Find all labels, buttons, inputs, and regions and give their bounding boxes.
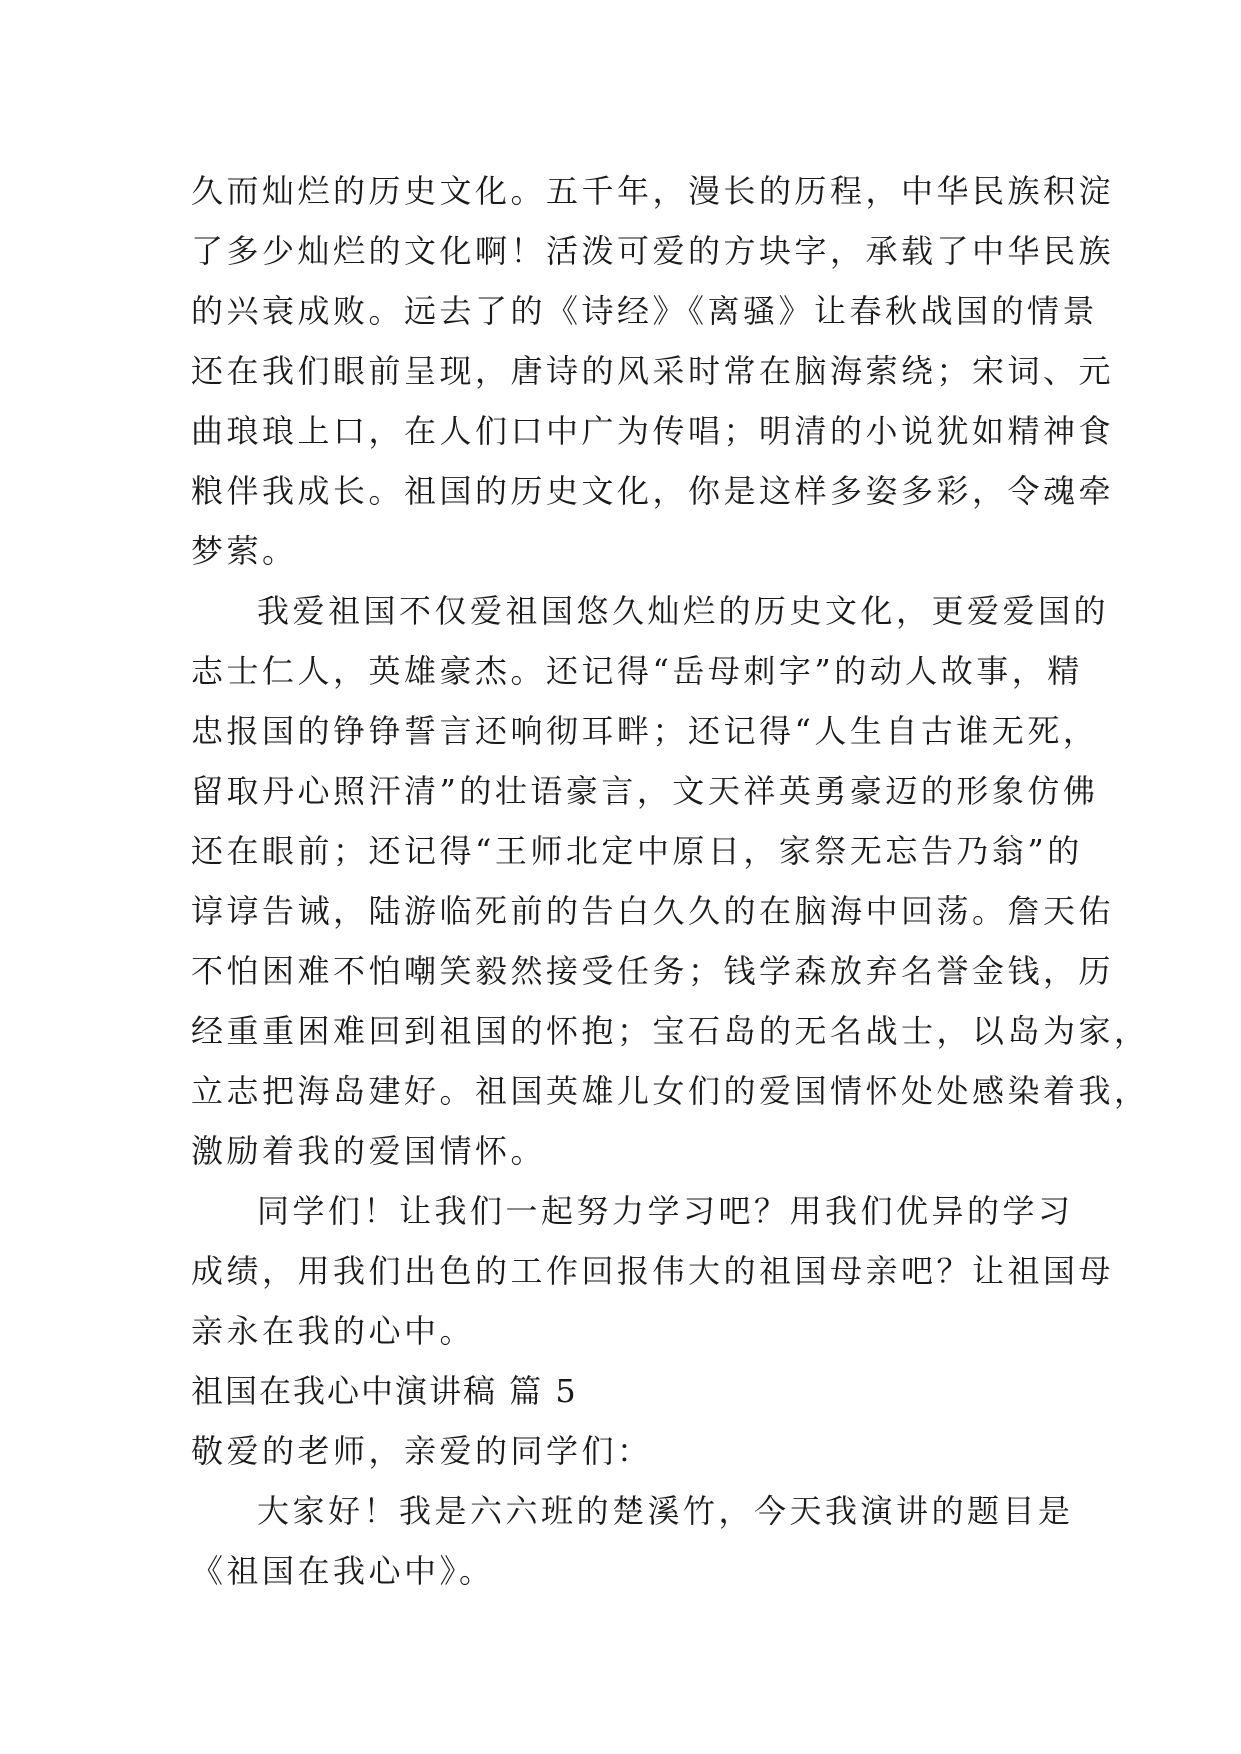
- text-line: 的兴衰成败。远去了的《诗经》《离骚》让春秋战国的情景: [191, 292, 1099, 330]
- paragraph-first-line: 我爱祖国不仅爱祖国悠久灿烂的历史文化，更爱爱国的: [257, 592, 1110, 630]
- text-line: 留取丹心照汗清”的壮语豪言，文天祥英勇豪迈的形象仿佛: [191, 772, 1099, 810]
- text-line: 不怕困难不怕嘲笑毅然接受任务；钱学森放弃名誉金钱，历: [191, 952, 1115, 990]
- paragraph-first-line: 同学们！让我们一起努力学习吧？用我们优异的学习: [257, 1192, 1074, 1230]
- text-line: 立志把海岛建好。祖国英雄儿女们的爱国情怀处处感染着我，: [191, 1072, 1150, 1110]
- paragraph-first-line: 大家好！我是六六班的楚溪竹，今天我演讲的题目是: [257, 1492, 1074, 1530]
- text-line: 了多少灿烂的文化啊！活泼可爱的方块字，承载了中华民族: [191, 232, 1115, 270]
- text-line: 还在我们眼前呈现，唐诗的风采时常在脑海萦绕；宋词、元: [191, 352, 1115, 390]
- text-line: 还在眼前；还记得“王师北定中原日，家祭无忘告乃翁”的: [191, 832, 1083, 870]
- text-line: 《祖国在我心中》。: [191, 1552, 495, 1590]
- text-line: 谆谆告诫，陆游临死前的告白久久的在脑海中回荡。詹天佑: [191, 892, 1115, 930]
- text-line: 成绩，用我们出色的工作回报伟大的祖国母亲吧？让祖国母: [191, 1252, 1115, 1290]
- text-line: 忠报国的铮铮誓言还响彻耳畔；还记得“人生自古谁无死，: [191, 712, 1099, 750]
- text-line: 志士仁人，英雄豪杰。还记得“岳母刺字”的动人故事，精: [191, 652, 1083, 690]
- text-line: 亲永在我的心中。: [191, 1312, 476, 1350]
- text-line: 曲琅琅上口，在人们口中广为传唱；明清的小说犹如精神食: [191, 412, 1115, 450]
- salutation: 敬爱的老师，亲爱的同学们：: [191, 1432, 653, 1470]
- text-line: 梦萦。: [191, 532, 298, 570]
- document-body: [191, 161, 1150, 1601]
- text-line: 粮伴我成长。祖国的历史文化，你是这样多姿多彩，令魂牵: [191, 472, 1115, 510]
- section-heading: 祖国在我心中演讲稿 篇 5: [191, 1372, 578, 1410]
- text-line: 经重重困难回到祖国的怀抱；宝石岛的无名战士，以岛为家，: [191, 1012, 1150, 1050]
- text-line: 久而灿烂的历史文化。五千年，漫长的历程，中华民族积淀: [191, 172, 1115, 210]
- text-line: 激励着我的爱国情怀。: [191, 1132, 547, 1170]
